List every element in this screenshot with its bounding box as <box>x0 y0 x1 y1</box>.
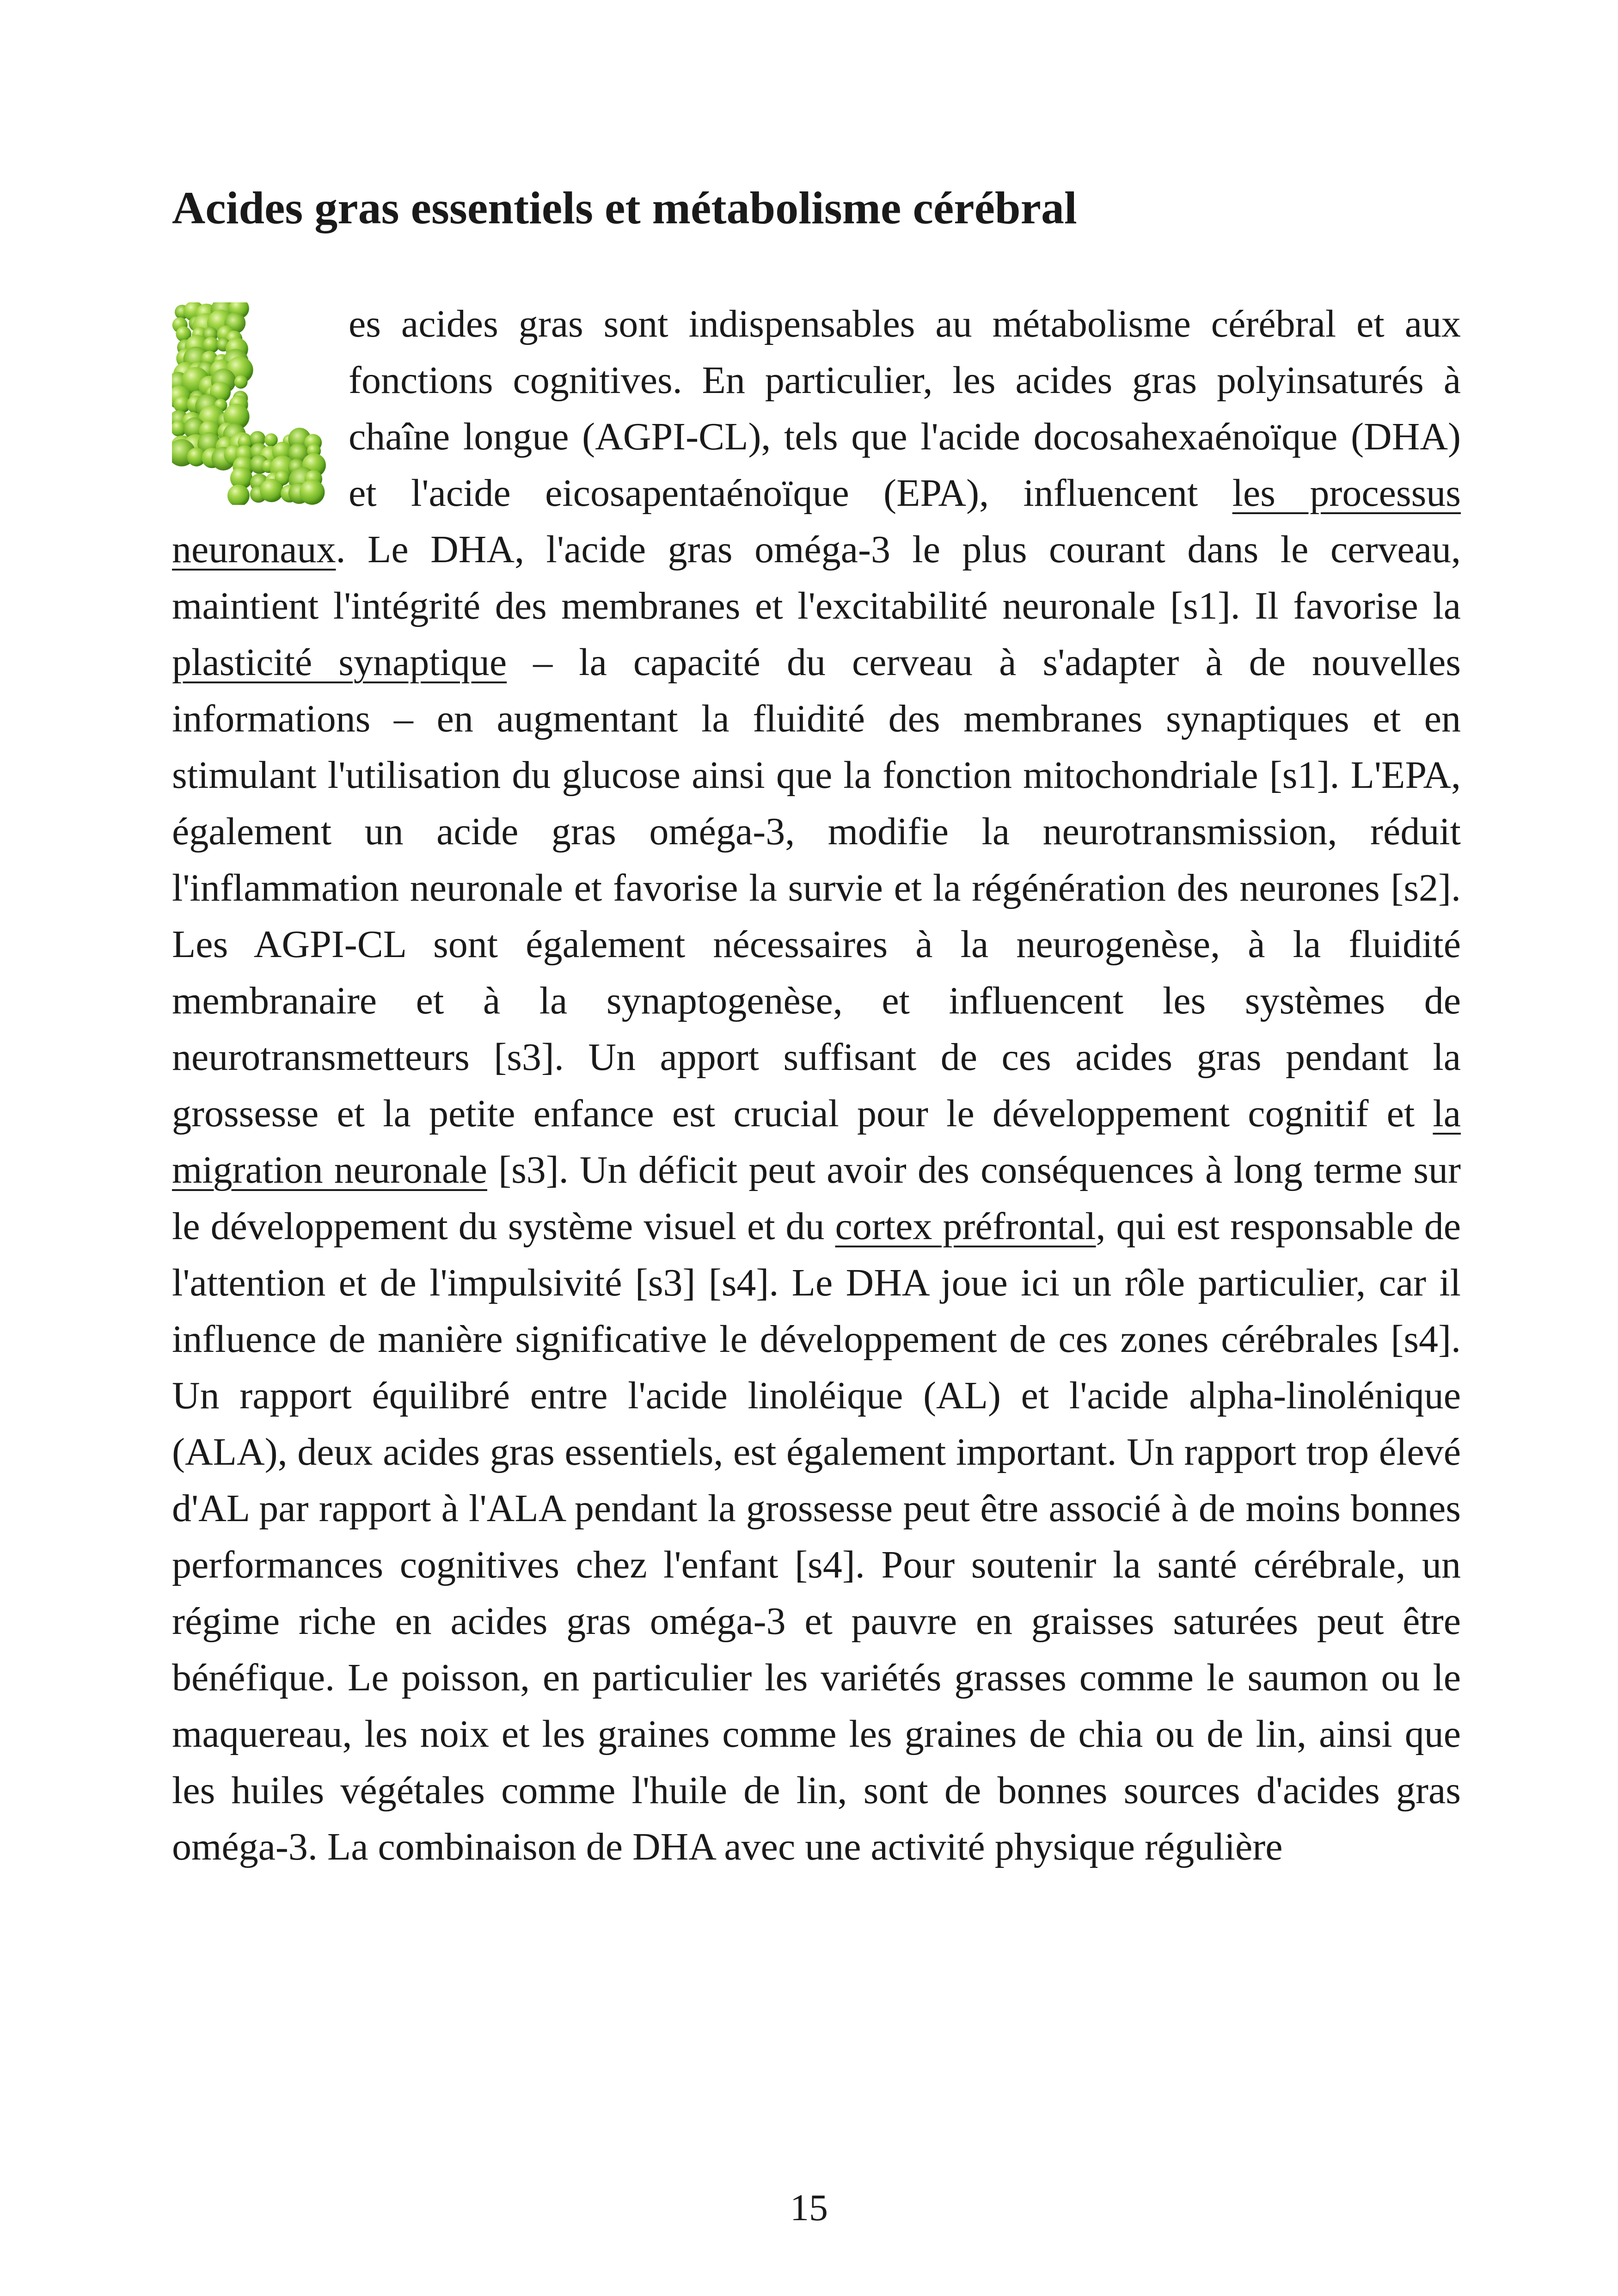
page-number: 15 <box>790 2186 828 2228</box>
text-run: – la capacité du cerveau à s'adapter à de nouvelles informations – en augmentant la fluidité des membranes synaptiques et en stimulant l'utilisation du glucose ainsi que la fonction mitochondriale [s1]. L'EPA, également un acide gras oméga-3, modifie la neurotransmission, réduit l'inflammation neuronale et favorise la survie et la régénération des neurones [s2]. Les AGPI-CL sont également nécessaires à la neurogenèse, à la fluidité membranaire et à la synaptogenèse, et influencent les systèmes de neurotransmetteurs [s3]. Un apport suffisant de ces acides gras pendant la grossesse et la petite enfance est crucial pour le développement cognitif et <box>172 641 1461 1135</box>
underlined-term: la migration neuronale <box>172 1092 1461 1191</box>
paragraph-text <box>172 302 1461 1868</box>
text-run: . Le DHA, l'acide gras oméga-3 le plus courant dans le cerveau, maintient l'intégrité des membranes et l'excitabilité neuronale [s1]. Il favorise la <box>172 528 1461 627</box>
leaf-sphere <box>300 479 325 504</box>
chapter-heading: Acides gras essentiels et métabolisme cérébral <box>172 182 1077 233</box>
underlined-term: cortex préfrontal <box>835 1205 1096 1248</box>
underlined-term: les processus neuronaux <box>172 472 1461 571</box>
leafy-letter-l-icon <box>172 302 328 505</box>
leaf-sphere <box>234 375 248 389</box>
text-run: [s3]. Un déficit peut avoir des conséquences à long terme sur le développement du système visuel et du <box>172 1148 1461 1248</box>
underlined-term: plasticité synaptique <box>172 641 507 684</box>
text-run: , qui est responsable de l'attention et de l'impulsivité [s3] [s4]. Le DHA joue ici un rôle particulier, car il influence de manière significative le développement de ces zones cérébrales [s4]. Un rapport équilibré entre l'acide linoléique (AL) et l'acide alpha-linolénique (ALA), deux acides gras essentiels, est également important. Un rapport trop élevé d'AL par rapport à l'ALA pendant la grossesse peut être associé à de moins bonnes performances cognitives chez l'enfant [s4]. Pour soutenir la santé cérébrale, un régime riche en acides gras oméga-3 et pauvre en graisses saturées peut être bénéfique. Le poisson, en particulier les variétés grasses comme le saumon ou le maquereau, les noix et les graines comme les graines de chia ou de lin, ainsi que les huiles végétales comme l'huile de lin, sont de bonnes sources d'acides gras oméga-3. La combinaison de DHA avec une activité physique régulière <box>172 1205 1461 1868</box>
body-paragraph <box>172 296 1461 1875</box>
leaf-sphere <box>260 479 283 503</box>
drop-cap-letter-l <box>172 302 328 505</box>
text-run: es acides gras sont indispensables au métabolisme cérébral et aux fonctions cognitives. En particulier, les acides gras polyinsaturés à chaîne longue (AGPI-CL), tels que l'acide docosahexaénoïque (DHA) et l'acide eicosapentaénoïque (EPA), influencent <box>349 302 1461 515</box>
